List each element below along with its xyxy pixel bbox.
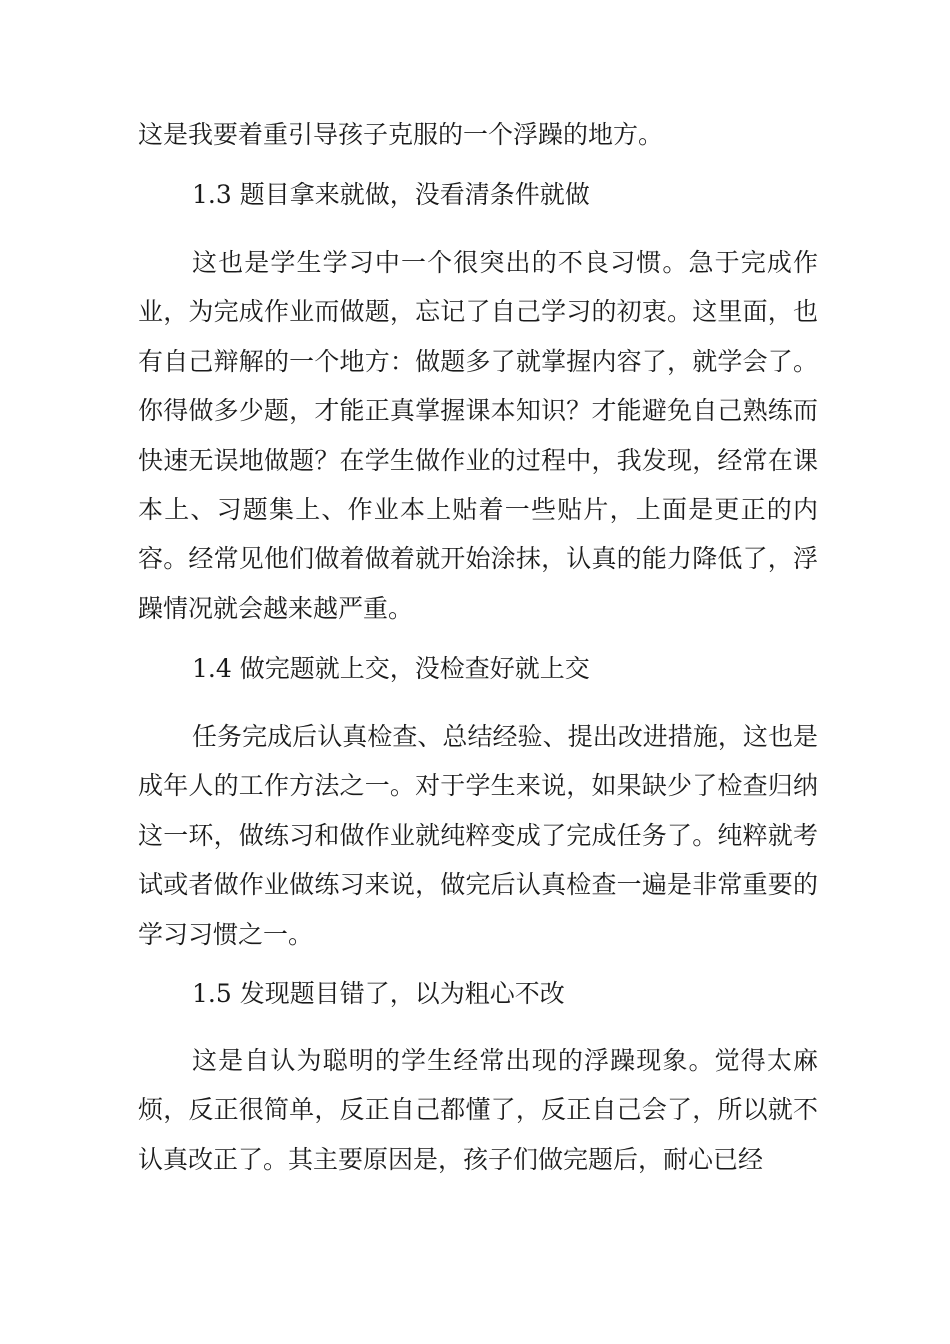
paragraph-intro: 这是我要着重引导孩子克服的一个浮躁的地方。 <box>138 120 664 149</box>
paragraph-section-1-4: 任务完成后认真检查、总结经验、提出改进措施，这也是成年人的工作方法之一。对于学生来说，如果缺少了检查归纳这一环，做练习和做作业就纯粹变成了完成任务了。纯粹就考试或者做作业做练习来说，做完后认真检查一遍是非常重要的学习习惯之一。 <box>138 722 818 949</box>
section-heading-1-4: 1.4 做完题就上交，没检查好就上交 <box>192 654 590 683</box>
section-heading-1-5: 1.5 发现题目错了，以为粗心不改 <box>192 979 565 1008</box>
section-heading-1-3: 1.3 题目拿来就做，没看清条件就做 <box>192 180 590 209</box>
paragraph-section-1-3: 这也是学生学习中一个很突出的不良习惯。急于完成作业，为完成作业而做题，忘记了自己学习的初衷。这里面，也有自己辩解的一个地方：做题多了就掌握内容了，就学会了。你得做多少题，才能正真掌握课本知识？才能避免自己熟练而快速无误地做题？在学生做作业的过程中，我发现，经常在课本上、习题集上、作业本上贴着一些贴片，上面是更正的内容。经常见他们做着做着就开始涂抹，认真的能力降低了，浮躁情况就会越来越严重。 <box>138 248 818 623</box>
paragraph-section-1-5: 这是自认为聪明的学生经常出现的浮躁现象。觉得太麻烦，反正很简单，反正自己都懂了，反正自己会了，所以就不认真改正了。其主要原因是，孩子们做完题后，耐心已经 <box>138 1046 818 1174</box>
